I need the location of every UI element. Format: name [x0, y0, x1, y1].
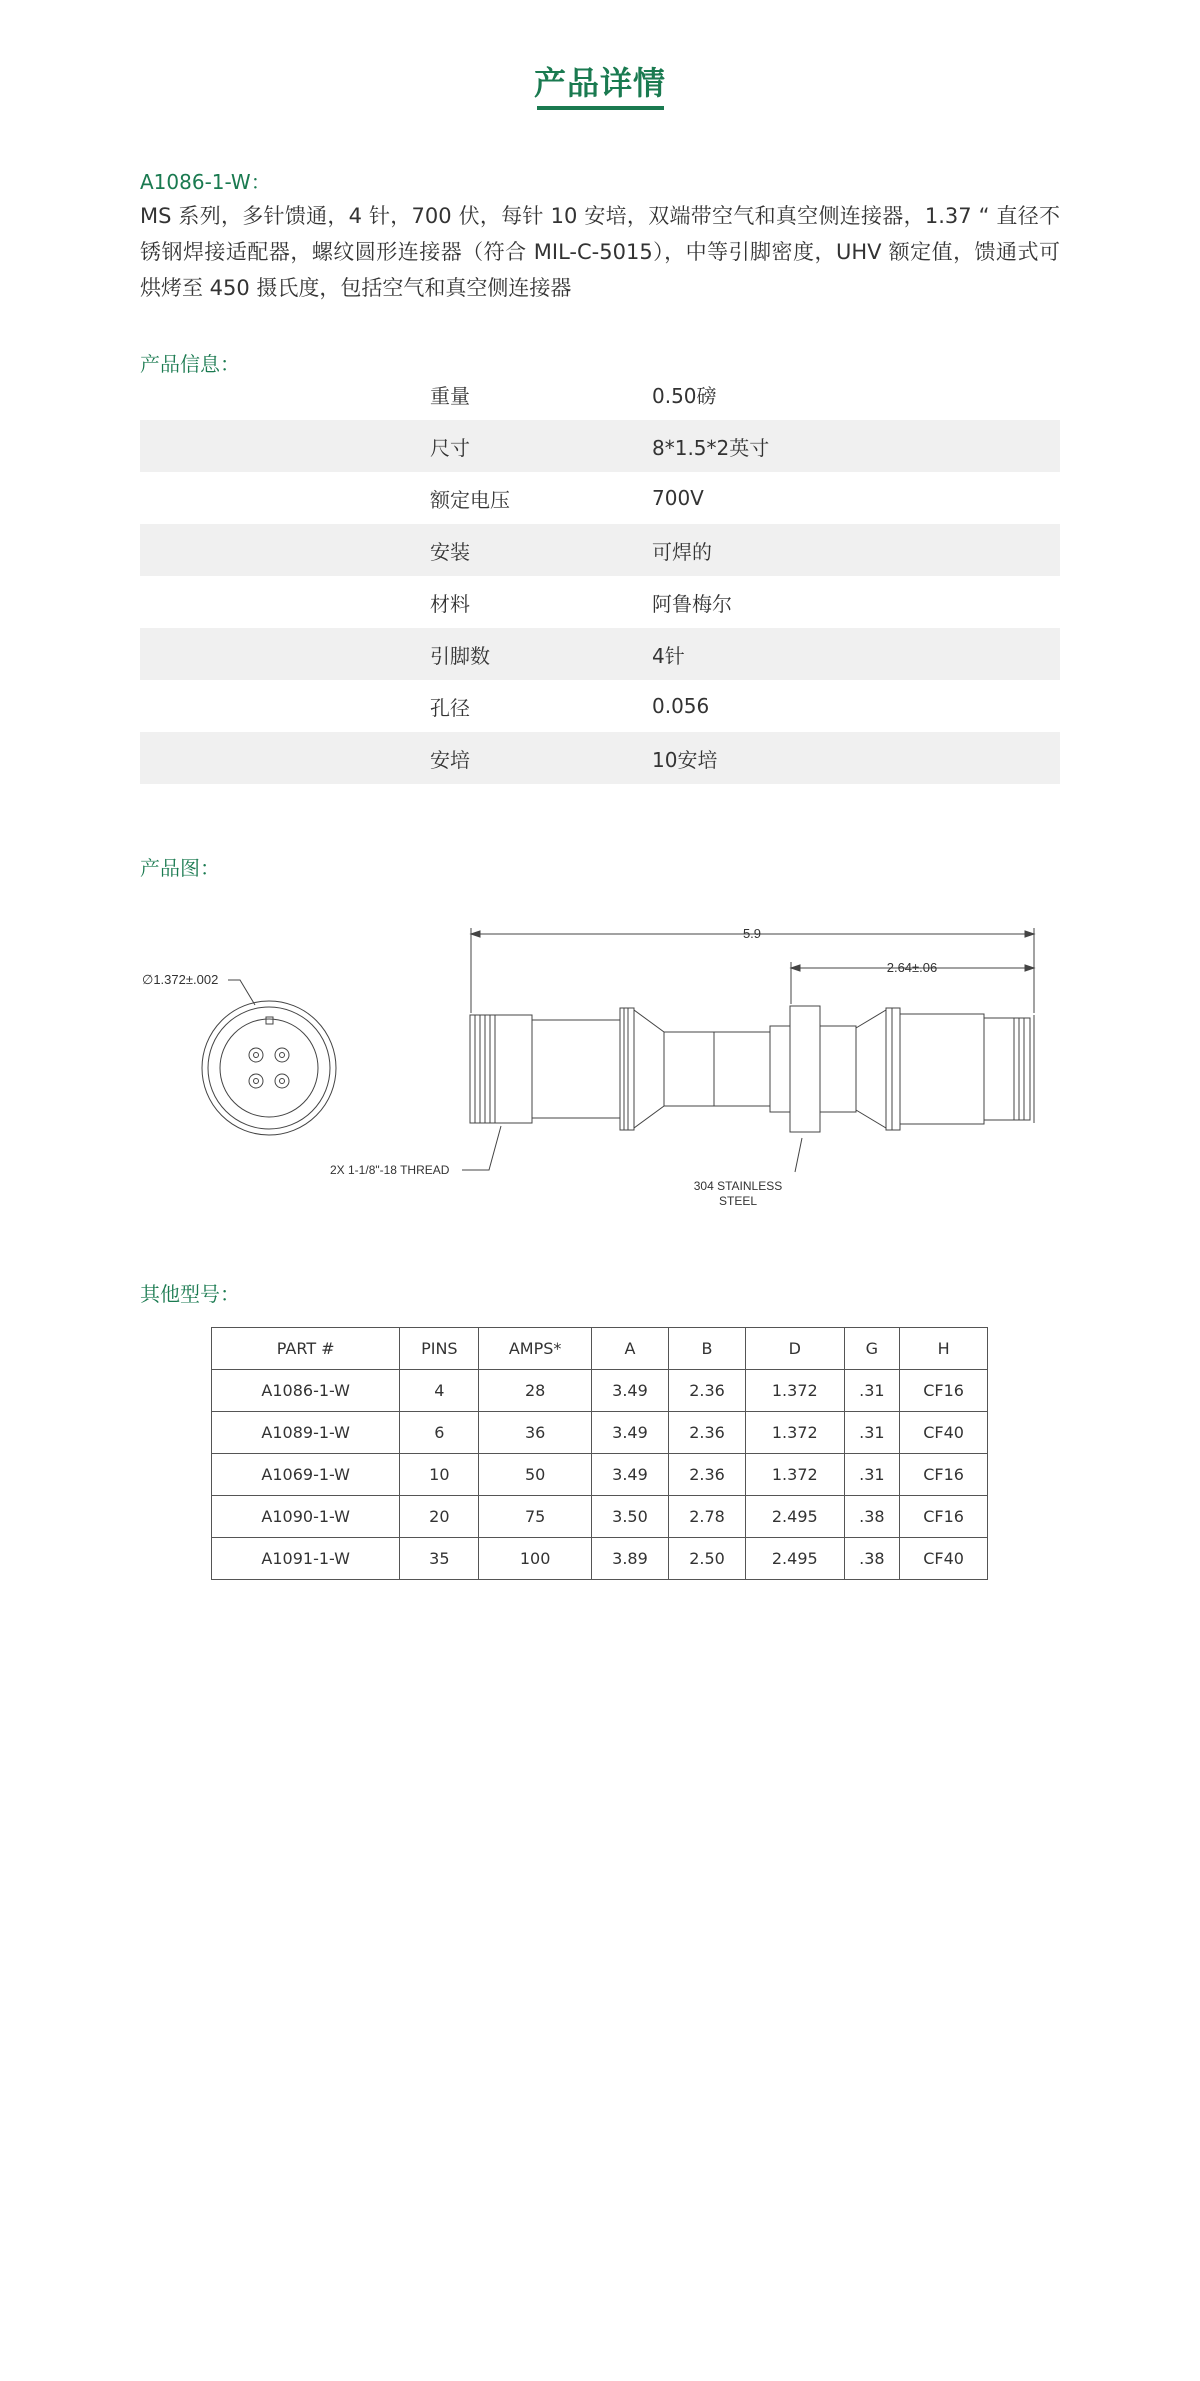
info-row: [140, 628, 1060, 680]
table-cell: 10: [400, 1454, 479, 1496]
other-models-heading: 其他型号：: [140, 1282, 240, 1306]
info-row: [140, 472, 1060, 524]
thread-label: 2X 1-1/8"-18 THREAD: [330, 1163, 450, 1177]
model-label: A1086-1-W：: [140, 170, 271, 194]
table-row: [212, 1496, 988, 1538]
title-underline: [537, 106, 664, 110]
info-row: [140, 420, 1060, 472]
info-row: [140, 524, 1060, 576]
table-cell: A1090-1-W: [212, 1496, 400, 1538]
info-value: 0.50磅: [652, 383, 717, 408]
info-row: [140, 368, 1060, 420]
table-cell: 1.372: [746, 1454, 844, 1496]
table-cell: 1.372: [746, 1370, 844, 1412]
info-value: 10安培: [652, 732, 1060, 784]
info-key: 重量: [430, 383, 470, 408]
table-cell: 4: [400, 1370, 479, 1412]
col-header: PINS: [400, 1328, 479, 1370]
table-cell: 3.50: [591, 1496, 668, 1538]
table-cell: CF40: [900, 1538, 988, 1580]
table-cell: 2.36: [669, 1370, 746, 1412]
table-cell: 75: [479, 1496, 592, 1538]
table-row: [212, 1454, 988, 1496]
info-value: 可焊的: [652, 524, 1060, 576]
info-value: 阿鲁梅尔: [652, 591, 732, 616]
table-cell: 3.49: [591, 1454, 668, 1496]
table-row: [212, 1412, 988, 1454]
info-value: 700V: [652, 486, 704, 510]
table-cell: 6: [400, 1412, 479, 1454]
table-cell: 35: [400, 1538, 479, 1580]
col-header: G: [844, 1328, 900, 1370]
table-cell: 100: [479, 1538, 592, 1580]
table-cell: .31: [844, 1454, 900, 1496]
col-header: AMPS*: [479, 1328, 592, 1370]
table-cell: .38: [844, 1538, 900, 1580]
col-header: H: [900, 1328, 988, 1370]
table-cell: A1086-1-W: [212, 1370, 400, 1412]
table-cell: 2.50: [669, 1538, 746, 1580]
product-info-table: [140, 368, 1060, 784]
table-cell: 3.49: [591, 1370, 668, 1412]
table-row: [212, 1538, 988, 1580]
page-title: 产品详情: [533, 64, 666, 102]
connector-end-view: [202, 980, 336, 1135]
col-header: B: [669, 1328, 746, 1370]
table-cell: 3.89: [591, 1538, 668, 1580]
table-cell: 50: [479, 1454, 592, 1496]
diameter-label: ∅1.372±.002: [142, 972, 219, 987]
other-models-table: [211, 1327, 988, 1580]
product-info-heading: 产品信息：: [140, 352, 240, 376]
table-cell: .31: [844, 1370, 900, 1412]
info-key: 材料: [430, 591, 470, 616]
feedthrough-side-view: [470, 1006, 1034, 1132]
table-cell: 28: [479, 1370, 592, 1412]
table-cell: 1.372: [746, 1412, 844, 1454]
info-key: 安培: [140, 732, 652, 784]
table-cell: 20: [400, 1496, 479, 1538]
table-cell: A1069-1-W: [212, 1454, 400, 1496]
table-cell: A1091-1-W: [212, 1538, 400, 1580]
material-label-line1: 304 STAINLESS: [693, 1179, 783, 1193]
table-cell: .31: [844, 1412, 900, 1454]
table-cell: CF16: [900, 1370, 988, 1412]
table-cell: CF16: [900, 1454, 988, 1496]
table-cell: 2.495: [746, 1538, 844, 1580]
col-header: D: [746, 1328, 844, 1370]
model-description: MS 系列，多针馈通，4 针，700 伏，每针 10 安培，双端带空气和真空侧连接器，1.37 “ 直径不锈钢焊接适配器，螺纹圆形连接器（符合 MIL-C-5015），中等引脚密度，UHV 额定值，馈通式可烘烤至 450 摄氏度，包括空气和真空侧连接器: [140, 204, 1060, 300]
info-key: 额定电压: [430, 487, 510, 512]
table-cell: 3.49: [591, 1412, 668, 1454]
table-cell: A1089-1-W: [212, 1412, 400, 1454]
info-key: 尺寸: [140, 420, 652, 472]
product-drawing: [140, 900, 1060, 1220]
info-row: [140, 680, 1060, 732]
table-cell: .38: [844, 1496, 900, 1538]
table-cell: 2.78: [669, 1496, 746, 1538]
info-key: 安装: [140, 524, 652, 576]
dimension-lines: [462, 928, 1034, 1172]
table-cell: CF16: [900, 1496, 988, 1538]
material-label-line2: STEEL: [718, 1194, 758, 1208]
right-length-label: 2.64±.06: [886, 960, 938, 975]
table-cell: 36: [479, 1412, 592, 1454]
table-row: [212, 1370, 988, 1412]
info-value: 0.056: [652, 694, 710, 718]
info-row: [140, 732, 1060, 784]
drawing-heading: 产品图：: [140, 856, 220, 880]
col-header: PART #: [212, 1328, 400, 1370]
table-cell: 2.36: [669, 1454, 746, 1496]
info-row: [140, 576, 1060, 628]
table-cell: CF40: [900, 1412, 988, 1454]
table-cell: 2.495: [746, 1496, 844, 1538]
info-value: 8*1.5*2英寸: [652, 420, 1060, 472]
info-key: 引脚数: [140, 628, 652, 680]
table-cell: 2.36: [669, 1412, 746, 1454]
col-header: A: [591, 1328, 668, 1370]
info-key: 孔径: [430, 695, 470, 720]
overall-length-label: 5.9: [742, 926, 762, 941]
info-value: 4针: [652, 628, 1060, 680]
table-header-row: [212, 1328, 988, 1370]
